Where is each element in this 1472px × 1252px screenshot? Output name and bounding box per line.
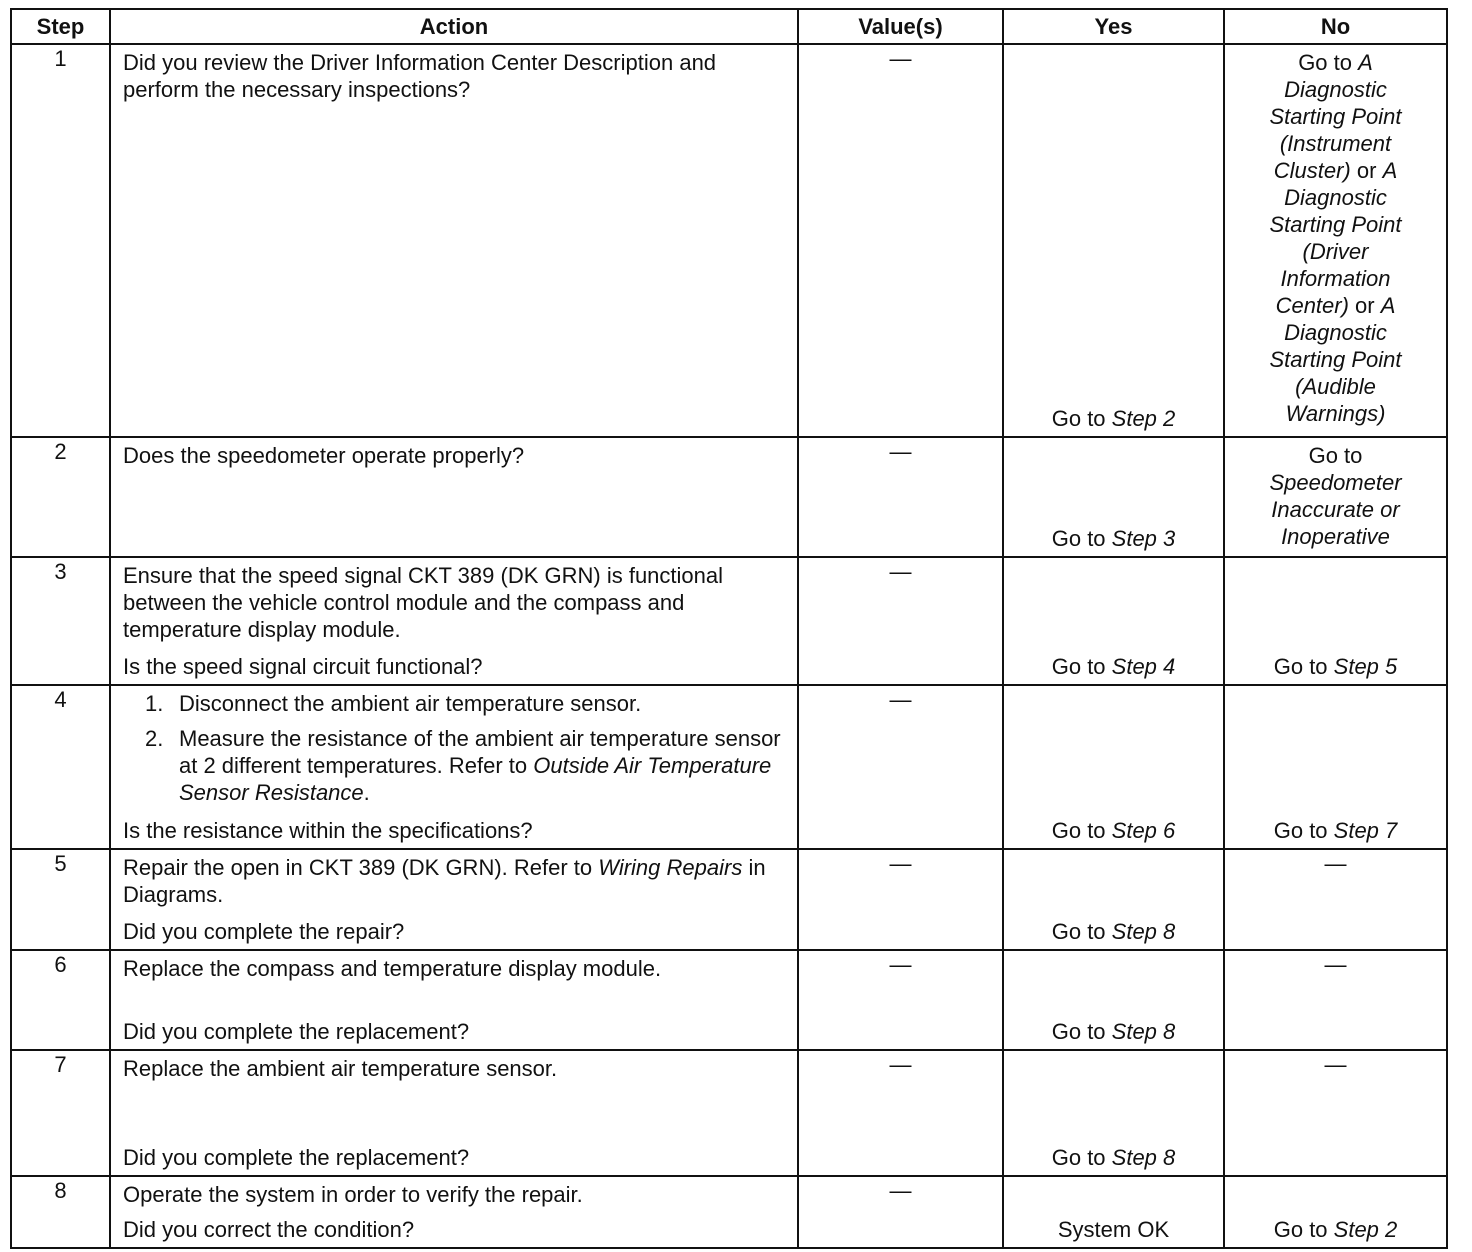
action-cell — [110, 685, 798, 849]
action-cell — [110, 1050, 798, 1176]
no-or: or — [1350, 158, 1383, 183]
no-step-link[interactable]: Step 5 — [1333, 654, 1398, 679]
action-text: Replace the ambient air temperature sensor. — [123, 1056, 558, 1081]
step-number: 7 — [11, 1050, 110, 1176]
no-or: or — [1348, 293, 1381, 318]
no-cell — [1224, 44, 1447, 437]
yes-prefix: Go to — [1051, 654, 1112, 679]
table-row — [11, 1050, 1447, 1176]
resistance-table-link[interactable]: Outside Air Temperature Sensor Resistance — [179, 753, 772, 805]
value-cell: — — [798, 1176, 1003, 1248]
substep — [123, 725, 787, 806]
action-text: Ensure that the speed signal CKT 389 (DK GRN) is functional between the vehicle control module and the compass and temperature display module. — [123, 563, 724, 642]
action-text: Replace the compass and temperature display module. — [123, 956, 662, 981]
substep — [123, 690, 787, 717]
table-row — [11, 950, 1447, 1050]
action-question: Did you complete the replacement? — [123, 1145, 470, 1170]
no-link-audible-warnings[interactable]: A Diagnostic Starting Point (Audible Warnings) — [1269, 293, 1402, 426]
no-prefix: Go to — [1273, 1217, 1334, 1242]
action-text-part: in Diagrams. — [123, 855, 766, 907]
action-text: Does the speedometer operate properly? — [123, 443, 525, 468]
table-row — [11, 557, 1447, 685]
table-row — [11, 44, 1447, 437]
action-cell — [110, 557, 798, 685]
table-row — [11, 437, 1447, 557]
action-question: Did you complete the replacement? — [123, 1019, 470, 1044]
action-question: Did you correct the condition? — [123, 1217, 415, 1242]
action-text: Operate the system in order to verify the repair. — [123, 1182, 583, 1207]
step-number: 2 — [11, 437, 110, 557]
action-question: Did you complete the repair? — [123, 919, 405, 944]
yes-step-link[interactable]: Step 4 — [1111, 654, 1176, 679]
yes-step-link[interactable]: Step 2 — [1111, 406, 1176, 431]
table-row — [11, 685, 1447, 849]
yes-cell — [1003, 1050, 1224, 1176]
action-question: Is the resistance within the specifications? — [123, 818, 533, 843]
yes-cell — [1003, 1176, 1224, 1248]
yes-cell — [1003, 437, 1224, 557]
action-cell — [110, 437, 798, 557]
diagnostic-table — [10, 8, 1448, 1249]
header-yes: Yes — [1003, 9, 1224, 44]
step-number: 5 — [11, 849, 110, 950]
header-step: Step — [11, 9, 110, 44]
yes-prefix: Go to — [1051, 818, 1112, 843]
no-step-link[interactable]: Step 2 — [1333, 1217, 1398, 1242]
yes-cell — [1003, 685, 1224, 849]
yes-step-link[interactable]: Step 8 — [1111, 1145, 1176, 1170]
no-prefix: Go to — [1298, 50, 1359, 75]
no-cell — [1224, 685, 1447, 849]
no-prefix: Go to — [1273, 818, 1334, 843]
action-cell — [110, 44, 798, 437]
no-prefix: Go to — [1273, 654, 1334, 679]
yes-result-text: System OK — [1057, 1217, 1170, 1242]
table-row — [11, 849, 1447, 950]
value-cell: — — [798, 950, 1003, 1050]
action-cell — [110, 849, 798, 950]
yes-prefix: Go to — [1051, 526, 1112, 551]
no-link-speedometer[interactable]: Speedometer Inaccurate or Inoperative — [1269, 470, 1402, 549]
yes-cell — [1003, 849, 1224, 950]
no-prefix: Go to — [1308, 443, 1363, 468]
no-cell: — — [1224, 1050, 1447, 1176]
header-row — [11, 9, 1447, 44]
substep-text: Measure the resistance of the ambient air temperature sensor at 2 different temperatures. Refer to — [179, 726, 781, 778]
yes-cell — [1003, 44, 1224, 437]
action-text: Did you review the Driver Information Center Description and perform the necessary inspections? — [123, 50, 717, 102]
no-step-link[interactable]: Step 7 — [1333, 818, 1398, 843]
substep-tail: . — [363, 780, 370, 805]
no-cell — [1224, 1176, 1447, 1248]
no-cell: — — [1224, 950, 1447, 1050]
no-cell — [1224, 437, 1447, 557]
action-substeps — [123, 690, 787, 806]
step-number: 8 — [11, 1176, 110, 1248]
header-values: Value(s) — [798, 9, 1003, 44]
action-cell — [110, 1176, 798, 1248]
wiring-repairs-link[interactable]: Wiring Repairs — [598, 855, 743, 880]
header-no: No — [1224, 9, 1447, 44]
step-number: 4 — [11, 685, 110, 849]
value-cell: — — [798, 685, 1003, 849]
yes-prefix: Go to — [1051, 1019, 1112, 1044]
substep-number: 1. — [145, 691, 164, 716]
value-cell: — — [798, 849, 1003, 950]
action-text — [123, 854, 787, 908]
substep-number: 2. — [145, 726, 164, 751]
value-cell: — — [798, 557, 1003, 685]
yes-step-link[interactable]: Step 6 — [1111, 818, 1176, 843]
yes-step-link[interactable]: Step 3 — [1111, 526, 1176, 551]
step-number: 3 — [11, 557, 110, 685]
yes-prefix: Go to — [1051, 406, 1112, 431]
value-cell: — — [798, 1050, 1003, 1176]
action-question: Is the speed signal circuit functional? — [123, 654, 483, 679]
substep-text: Disconnect the ambient air temperature sensor. — [179, 691, 642, 716]
yes-cell — [1003, 557, 1224, 685]
table-row — [11, 1176, 1447, 1248]
value-cell: — — [798, 437, 1003, 557]
value-cell: — — [798, 44, 1003, 437]
yes-step-link[interactable]: Step 8 — [1111, 919, 1176, 944]
yes-prefix: Go to — [1051, 919, 1112, 944]
yes-step-link[interactable]: Step 8 — [1111, 1019, 1176, 1044]
yes-prefix: Go to — [1051, 1145, 1112, 1170]
header-action: Action — [110, 9, 798, 44]
action-cell — [110, 950, 798, 1050]
yes-cell — [1003, 950, 1224, 1050]
step-number: 1 — [11, 44, 110, 437]
no-cell — [1224, 557, 1447, 685]
no-cell: — — [1224, 849, 1447, 950]
step-number: 6 — [11, 950, 110, 1050]
no-link-instrument-cluster[interactable]: A Diagnostic Starting Point (Instrument Cluster) — [1269, 50, 1402, 183]
action-text-part: Repair the open in CKT 389 (DK GRN). Refer to — [123, 855, 599, 880]
no-link-driver-information-center[interactable]: A Diagnostic Starting Point (Driver Information Center) — [1269, 158, 1402, 318]
